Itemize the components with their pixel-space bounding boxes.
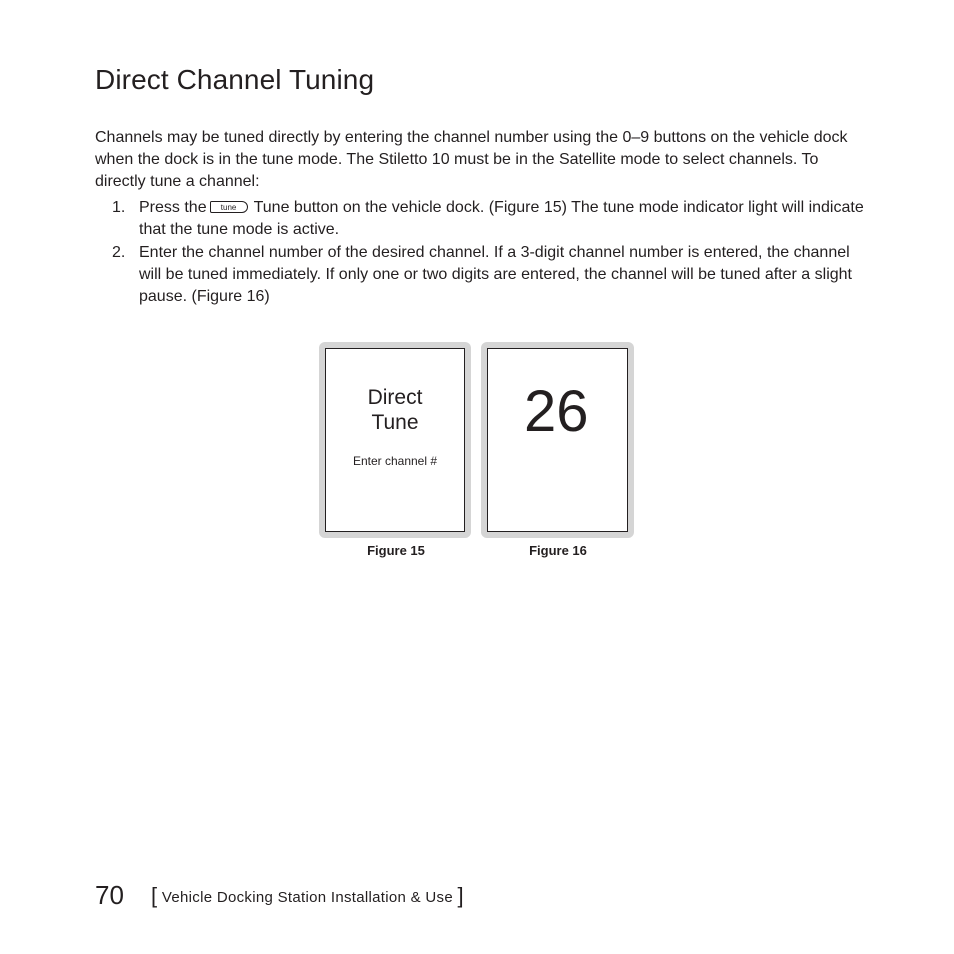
figure-15-display (319, 342, 471, 538)
figure-16-display (481, 342, 634, 538)
page-title: Direct Channel Tuning (95, 64, 375, 95)
step-number: 2. (112, 244, 126, 261)
display-screen (325, 348, 465, 532)
step-text-after: Tune button on the vehicle dock. (Figure 15) The tune mode indicator light will indicate that the tune mode is active. (139, 199, 864, 238)
step-2 (95, 242, 870, 308)
page-number: 70 (95, 880, 124, 910)
section-title: Vehicle Docking Station Installation & Use (161, 889, 453, 906)
tune-button-icon: tune (210, 201, 248, 213)
intro-paragraph: Channels may be tuned directly by entering the channel number using the 0–9 buttons on the vehicle dock when the dock is in the tune mode. The Stiletto 10 must be in the Satellite mode to select channels. To directly tune a channel: (95, 129, 848, 190)
step-1 (95, 197, 870, 241)
step-text-before: Press the (139, 199, 207, 216)
display-screen (487, 348, 628, 532)
direct-tune-label: Direct Tune (367, 386, 423, 434)
step-text: Enter the channel number of the desired channel. If a 3-digit channel number is entered, the channel will be tuned immediately. If only one or two digits are entered, the channel will be tuned after a slight pause. (Figure 16) (139, 244, 852, 305)
running-head (151, 882, 464, 908)
figure-15-caption: Figure 15 (367, 543, 425, 558)
open-bracket: [ (151, 883, 158, 908)
close-bracket: ] (457, 883, 464, 908)
steps-list (95, 197, 870, 309)
channel-number: 26 (524, 379, 589, 444)
figure-16-caption: Figure 16 (529, 543, 587, 558)
enter-channel-label: Enter channel # (352, 454, 438, 468)
step-number: 1. (112, 199, 126, 216)
